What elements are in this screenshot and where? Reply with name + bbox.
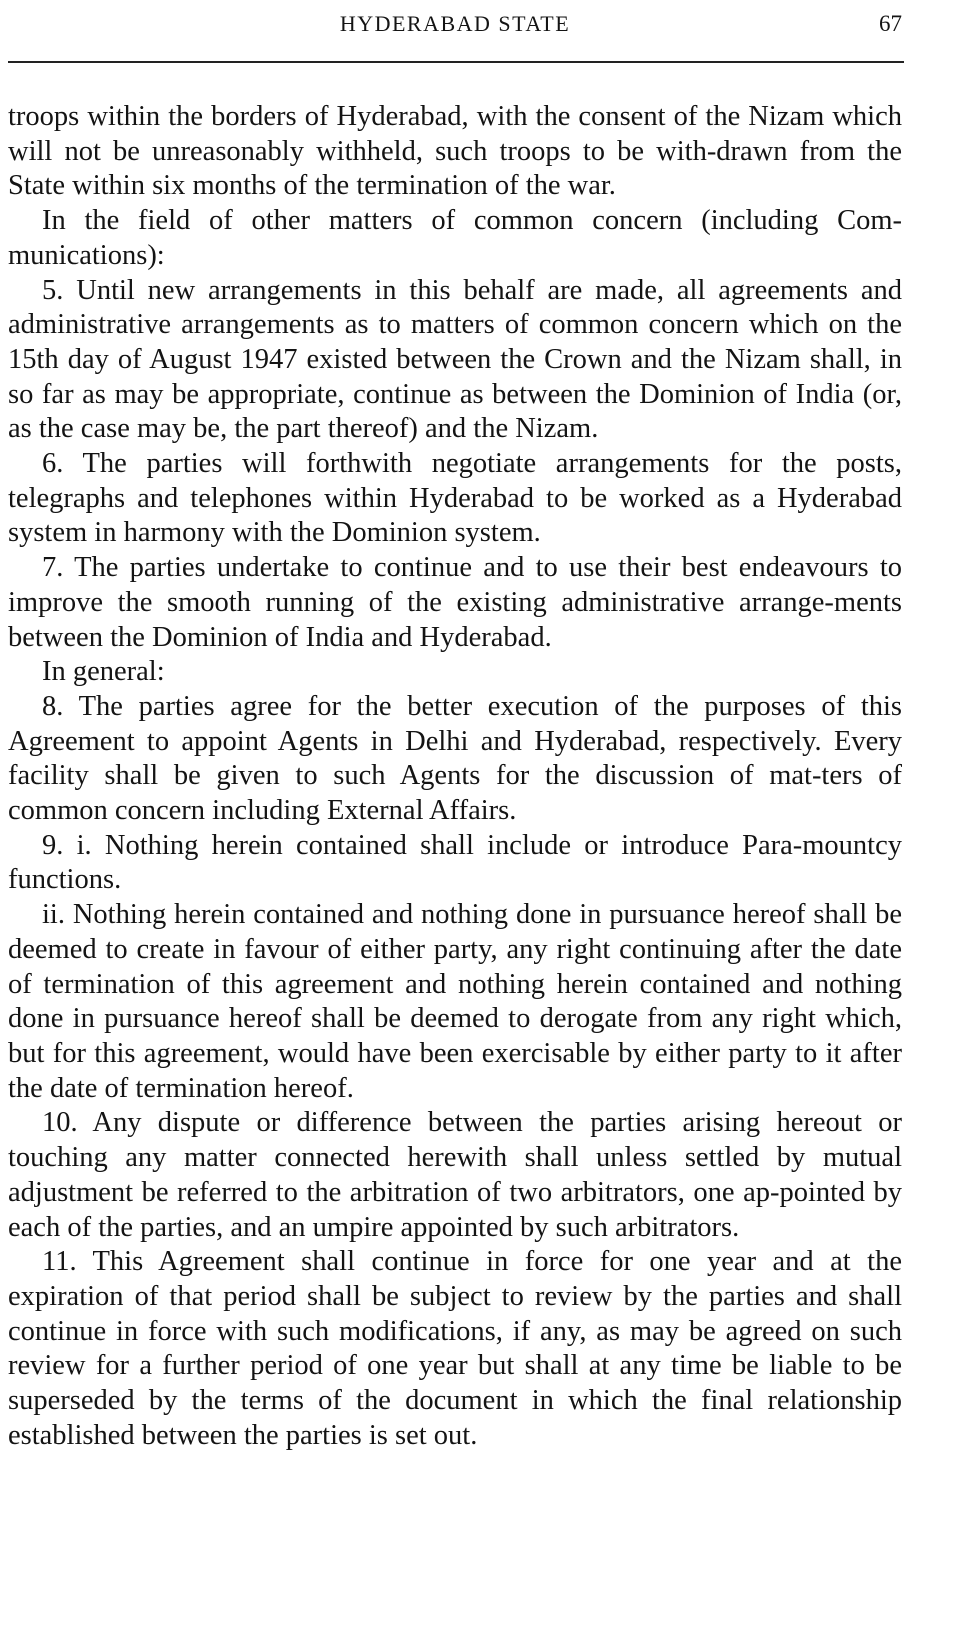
paragraph-clause-6: 6. The parties will forthwith negotiate arrangements for the posts, telegraphs and telephones within Hyderabad to be worked as a Hyderabad system in harmony with the Dominion system. <box>8 448 902 549</box>
page-number: 67 <box>879 11 902 36</box>
paragraph-clause-9-i: 9. i. Nothing herein contained shall include or introduce Para-mountcy functions. <box>8 829 902 896</box>
paragraph-in-general-heading: In general: <box>42 656 165 688</box>
paragraph-clause-9-ii: ii. Nothing herein contained and nothing done in pursuance hereof shall be deemed to create in favour of either party, any right continuing after the date of termination of this agreement and nothing herein contained and nothing done in pursuance hereof shall be deemed to derogate from any right which, but for this agreement, would have been exercisable by either party to it after the date of termination hereof. <box>8 899 902 1104</box>
paragraph-clause-7: 7. The parties undertake to continue and to use their best endeavours to improve the smooth running of the existing administrative arrange-ments between the Dominion of India and Hyderabad. <box>8 552 902 653</box>
paragraph-clause-10: 10. Any dispute or difference between the parties arising hereout or touching any matter connected herewith shall unless settled by mutual adjustment be referred to the arbitration of two arbitrators, one ap-pointed by each of the parties, and an umpire appointed by such arbitrators. <box>8 1107 902 1243</box>
running-header <box>8 8 902 40</box>
running-title: HYDERABAD STATE <box>339 11 571 36</box>
paragraph-clause-5: 5. Until new arrangements in this behalf are made, all agreements and administrative arrangements as to matters of common concern which on the 15th day of August 1947 existed between the Crown and the Nizam shall, in so far as may be appropriate, continue as between the Dominion of India (or, as the case may be, the part thereof) and the Nizam. <box>8 274 902 445</box>
paragraph-clause-11: 11. This Agreement shall continue in force for one year and at the expiration of that period shall be subject to review by the parties and shall continue in force with such modifications, if any, as may be agreed on such review for a further period of one year but shall at any time be liable to be superseded by the terms of the document in which the final relationship established between the parties is set out. <box>8 1246 902 1451</box>
body-text <box>8 100 902 1453</box>
header-rule <box>8 61 904 63</box>
paragraph-continued-troops: troops within the borders of Hyderabad, with the consent of the Nizam which will not be unreasonably withheld, such troops to be with-drawn from the State within six months of the termination of the war. <box>8 101 902 202</box>
paragraph-clause-8: 8. The parties agree for the better execution of the purposes of this Agreement to appoint Agents in Delhi and Hyderabad, respectively. Every facility shall be given to such Agents for the discussion of mat-ters of common concern including External Affairs. <box>8 690 902 827</box>
paragraph-other-matters-heading: In the field of other matters of common concern (including Com-munications): <box>8 205 902 271</box>
